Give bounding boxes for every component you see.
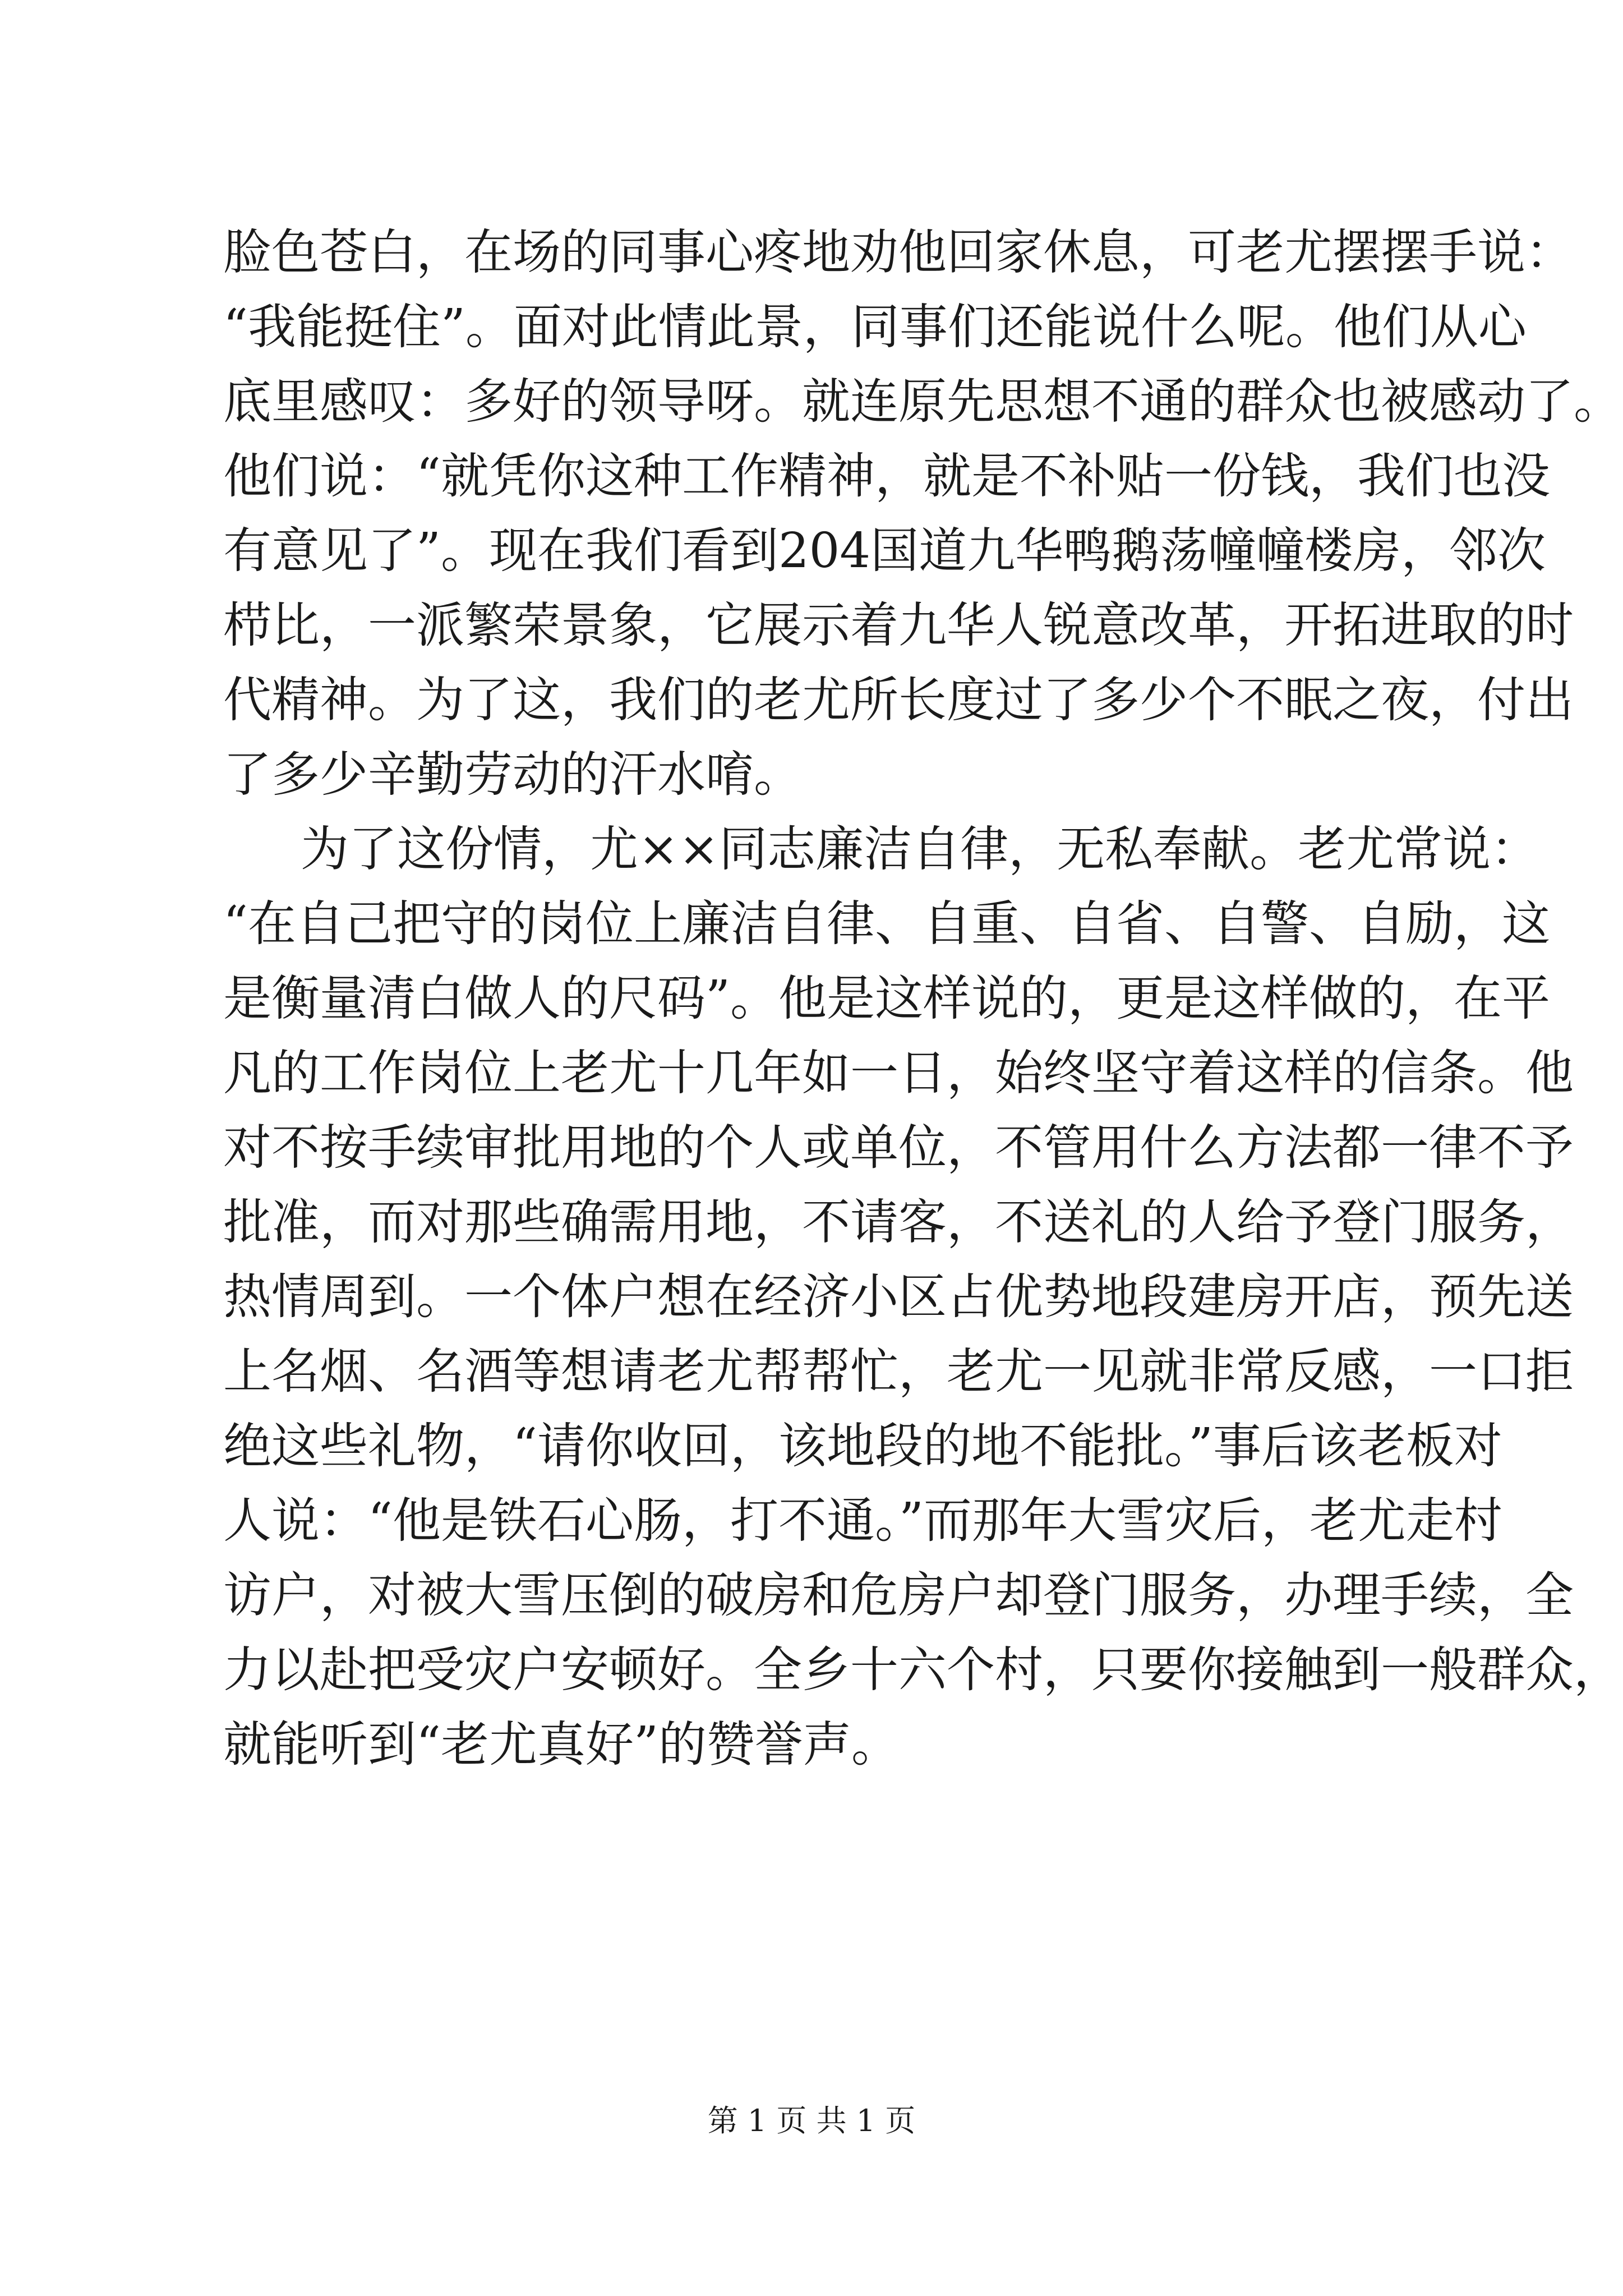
paragraph-1-line-5: 有意见了”。现在我们看到204国道九华鸭鹅荡幢幢楼房，邻次 xyxy=(223,523,1546,579)
paragraph-2-line-7: 热情周到。一个体户想在经济小区占优势地段建房开店，预先送 xyxy=(223,1269,1574,1325)
paragraph-2-line-13: 就能听到“老尤真好”的赞誉声。 xyxy=(223,1717,900,1773)
page-number-footer: 第 1 页 共 1 页 xyxy=(707,2103,916,2138)
paragraph-1-line-6: 栉比，一派繁荣景象，它展示着九华人锐意改革，开拓进取的时 xyxy=(223,597,1574,654)
paragraph-2-line-5: 对不按手续审批用地的个人或单位，不管用什么方法都一律不予 xyxy=(223,1120,1574,1176)
paragraph-2-line-8: 上名烟、名酒等想请老尤帮帮忙，老尤一见就非常反感，一口拒 xyxy=(223,1343,1574,1400)
paragraph-2-line-10: 人说：“他是铁石心肠，打不通。”而那年大雪灾后，老尤走村 xyxy=(223,1493,1502,1549)
paragraph-1-line-4: 他们说：“就凭你这种工作精神，就是不补贴一份钱，我们也没 xyxy=(223,448,1550,504)
paragraph-1-line-2: “我能挺住”。面对此情此景，同事们还能说什么呢。他们从心 xyxy=(223,299,1527,355)
paragraph-1-line-7: 代精神。为了这，我们的老尤所长度过了多少个不眠之夜，付出 xyxy=(223,672,1574,728)
paragraph-2-line-6: 批准，而对那些确需用地，不请客，不送礼的人给予登门服务， xyxy=(223,1194,1574,1250)
paragraph-1-line-1: 脸色苍白，在场的同事心疼地劝他回家休息，可老尤摆摆手说： xyxy=(223,224,1574,280)
paragraph-2-line-11: 访户，对被大雪压倒的破房和危房户却登门服务，办理手续，全 xyxy=(223,1567,1574,1623)
paragraph-2-line-4: 凡的工作岗位上老尤十几年如一日，始终坚守着这样的信条。他 xyxy=(223,1045,1574,1101)
paragraph-2-line-12: 力以赴把受灾户安顿好。全乡十六个村，只要你接触到一般群众， xyxy=(223,1642,1622,1698)
paragraph-2-line-3: 是衡量清白做人的尺码”。他是这样说的，更是这样做的，在平 xyxy=(223,970,1550,1027)
paragraph-2-line-1: 为了这份情，尤××同志廉洁自律，无私奉献。老尤常说： xyxy=(301,821,1539,877)
paragraph-2-line-9: 绝这些礼物，“请你收回，该地段的地不能批。”事后该老板对 xyxy=(223,1418,1502,1474)
paragraph-1-line-8: 了多少辛勤劳动的汗水唷。 xyxy=(223,747,802,803)
paragraph-2-line-2: “在自己把守的岗位上廉洁自律、自重、自省、自警、自励，这 xyxy=(223,896,1550,952)
paragraph-1-line-3: 底里感叹：多好的领导呀。就连原先思想不通的群众也被感动了。 xyxy=(223,374,1622,430)
